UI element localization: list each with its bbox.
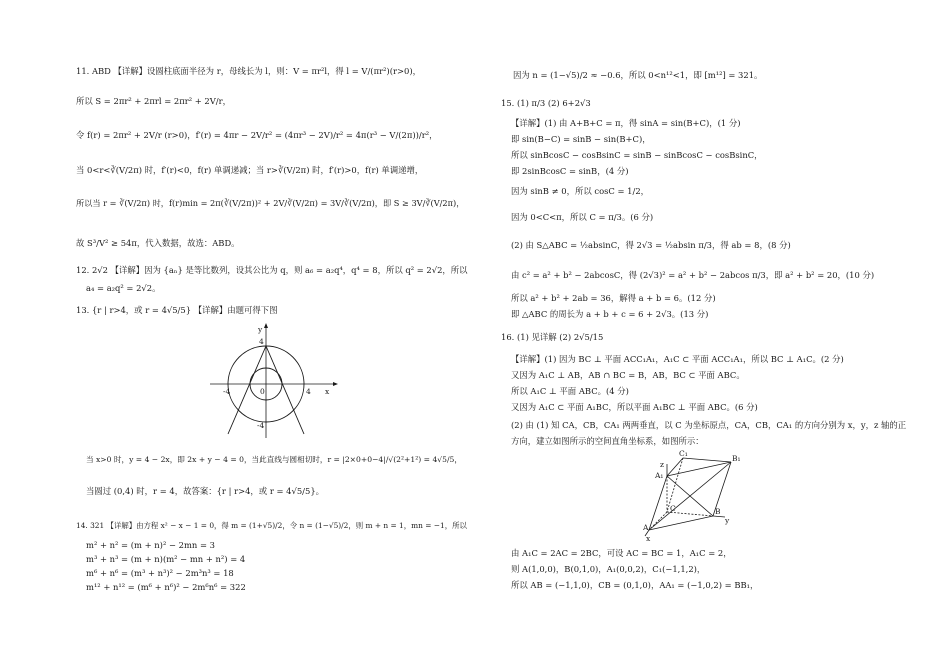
q11-line-6: 故 S³/V² ≥ 54π，代入数据，故选：ABD。 [76,238,240,248]
q11-line-1: 11. ABD 【详解】设圆柱底面半径为 r，母线长为 l，则：V = πr²l，得 l = V/(πr²)(r>0)， [76,66,421,76]
label-b: B [715,507,721,516]
q11-line-4: 当 0<r<∛(V/2π) 时，f′(r)<0，f(r) 单调递减；当 r>∛(V/2π) 时，f′(r)>0，f(r) 单调递增， [76,165,424,175]
q15-line-8: (2) 由 S△ABC = ½absinC，得 2√3 = ½absin π/3，得 ab = 8，(8 分) [511,240,791,250]
q15-line-9: 由 c² = a² + b² − 2abcosC，得 (2√3)² = a² + b² − 2abcos π/3，即 a² + b² = 20，(10 分) [511,270,875,280]
q16-line-8: 由 A₁C = 2AC = 2BC，可设 AC = BC = 1，A₁C = 2， [511,548,732,558]
right-ray [266,346,304,434]
label-a1: A₁ [655,471,664,480]
edge-c1-b1 [683,458,731,462]
q16-line-10: 所以 AB = (−1,1,0)，CB = (0,1,0)，AA₁ = (−1,0,2) = BB₁， [511,580,759,590]
q15-line-3: 即 sin(B−C) = sinB − sin(B+C)， [511,134,651,144]
q11-line-3: 令 f(r) = 2πr² + 2V/r (r>0)，f′(r) = 4πr − 2V/r² = (4πr³ − 2V)/r² = 4π(r³ − V/(2π))/r²， [76,130,438,140]
label-a: A [643,523,649,532]
q14-line-2: m² + n² = (m + n)² − 2mn = 3 [86,540,215,550]
q16-line-1: 16. (1) 见详解 (2) 2√5/15 [501,332,604,342]
label-x: x [646,534,651,542]
label-y: y [725,516,730,525]
y-axis-label: y [258,325,263,334]
q14-line-5: m¹² + n¹² = (m⁶ + n⁶)² − 2m⁶n⁶ = 322 [86,582,246,592]
q15-line-10: 所以 a² + b² + 2ab = 36，解得 a + b = 6。(12 分) [511,293,716,303]
q14-line-4: m⁶ + n⁶ = (m³ + n³)² − 2m³n³ = 18 [86,568,234,578]
x-tick-neg4: -4 [223,387,231,396]
edge-a1-b1 [667,462,731,476]
q13-line-2: 当 x>0 时，y = 4 − 2x，即 2x + y − 4 = 0，当此直线与圆相切时，r = |2×0+0−4|/√(2²+1²) = 4√5/5， [86,455,462,464]
q16-line-3: 又因为 A₁C ⊥ AB，AB ∩ BC = B，AB，BC ⊂ 平面 ABC。 [511,370,745,380]
q16-line-6: (2) 由 (1) 知 CA，CB，CA₁ 两两垂直，以 C 为坐标原点，CA，CB，CA₁ 的方向分别为 x，y，z 轴的正 [511,420,907,430]
q13-line-1: 13. {r | r>4，或 r = 4√5/5} 【详解】由题可得下图 [76,305,278,315]
q16-line-5: 又因为 A₁C ⊂ 平面 A₁BC，所以平面 A₁BC ⊥ 平面 ABC。(6 分) [511,402,758,412]
q16-line-7: 方向，建立如图所示的空间直角坐标系，如图所示： [511,436,704,446]
q12-line-1: 12. 2√2 【详解】因为 {aₙ} 是等比数列，设其公比为 q，则 a₆ = a₂q⁴，q⁴ = 8，所以 q² = 2√2，所以 [76,265,468,275]
edge-a1-a [649,476,667,530]
label-b1: B₁ [732,454,741,463]
y-tick-pos4: 4 [259,337,264,346]
y-axis-arrow [264,323,268,328]
q15-line-2: 【详解】(1) 由 A+B+C = π，得 sinA = sin(B+C)，(1 分) [511,118,741,128]
q16-line-4: 所以 A₁C ⊥ 平面 ABC。(4 分) [511,386,629,396]
x-tick-pos4: 4 [306,387,311,396]
x-axis-label: x [325,387,330,396]
q15-line-1: 15. (1) π/3 (2) 6+2√3 [501,98,591,108]
label-c: C [670,504,676,513]
q11-line-2: 所以 S = 2πr² + 2πrl = 2πr² + 2V/r， [76,96,231,106]
circle-line-figure [205,322,340,442]
edge-a-b [649,516,713,530]
q15-line-11: 即 △ABC 的周长为 a + b + c = 6 + 2√3。(13 分) [511,309,709,319]
q12-line-2: a₄ = a₂q² = 2√2。 [86,283,161,293]
q11-line-5: 所以当 r = ∛(V/2π) 时，f(r)min = 2π(∛(V/2π))² + 2V/∛(V/2π) = 3V/∛(V/2π)，即 S ≥ 3V/∛(V/2π)， [76,198,465,208]
q15-line-5: 即 2sinBcosC = sinB，(4 分) [511,166,629,176]
q14-continued: 因为 n = (1−√5)/2 ≈ −0.6，所以 0<n¹²<1，即 [m¹²] = 321。 [513,70,763,80]
q14-line-3: m³ + n³ = (m + n)(m² − mn + n²) = 4 [86,554,246,564]
prism-figure [643,450,743,542]
q16-line-2: 【详解】(1) 因为 BC ⊥ 平面 ACC₁A₁，A₁C ⊂ 平面 ACC₁A₁，所以 BC ⊥ A₁C。(2 分) [511,354,844,364]
axis-y-ext [713,516,725,517]
q15-line-7: 因为 0<C<π，所以 C = π/3。(6 分) [511,212,654,222]
left-column [0,0,468,654]
y-tick-neg4: -4 [257,421,265,430]
q16-line-9: 则 A(1,0,0)，B(0,1,0)，A₁(0,0,2)，C₁(−1,1,2)， [511,564,706,574]
q15-line-4: 所以 sinBcosC − cosBsinC = sinB − sinBcosC − cosBsinC， [511,150,763,160]
label-z: z [660,460,664,469]
right-column [475,0,907,654]
origin-label: 0 [260,387,265,396]
q13-line-3: 当圆过 (0,4) 时，r = 4，故答案：{r | r>4，或 r = 4√5/5}。 [86,486,325,496]
q14-line-1: 14. 321 【详解】由方程 x² − x − 1 = 0，得 m = (1+√5)/2，令 n = (1−√5)/2，则 m + n = 1，mn = −1，所以 [76,521,467,530]
x-axis-arrow [333,382,338,386]
label-c1: C₁ [679,450,688,458]
q15-line-6: 因为 sinB ≠ 0，所以 cosC = 1/2， [511,186,650,196]
